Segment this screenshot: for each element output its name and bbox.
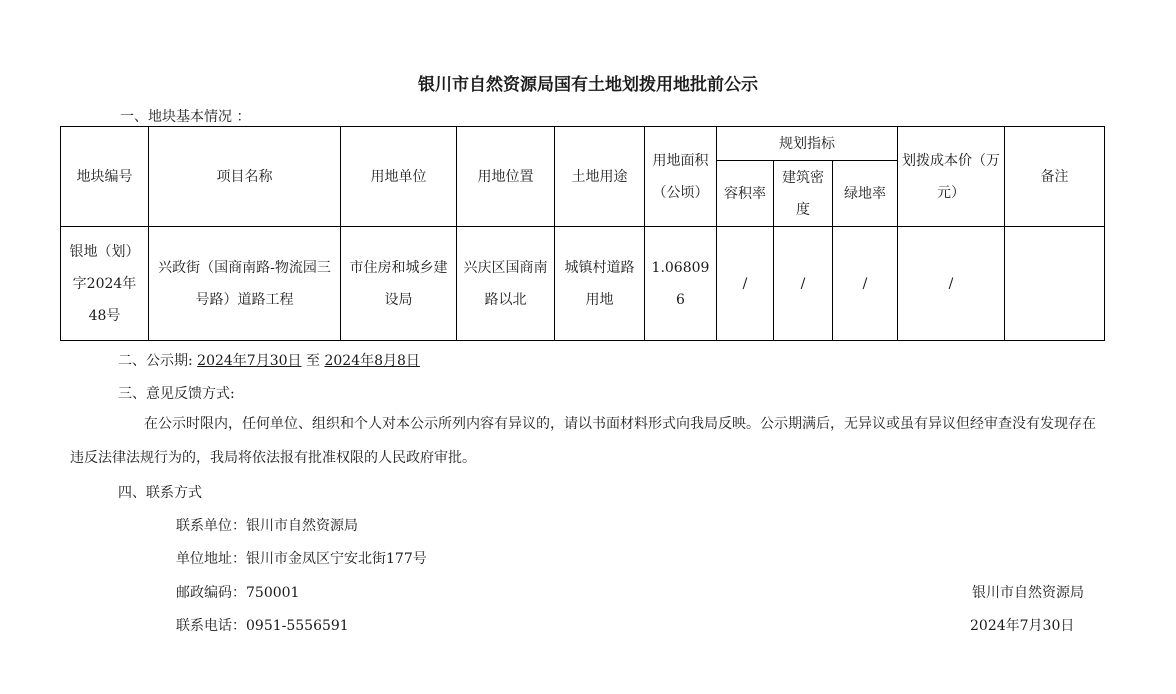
section-1-heading: 一、地块基本情况 ： [120,109,251,125]
contact-phone: 联系电话：0951-5556591 [176,618,349,634]
end-date: 2024年8月8日 [324,353,420,369]
table-row [61,227,1105,341]
land-plot-table [60,126,1105,341]
date-separator: 至 [305,353,320,369]
header-cost: 划拨成本价（万元） [898,127,1005,227]
header-building-density: 建筑密度 [774,161,833,227]
contact-postcode: 邮政编码：750001 [176,585,300,601]
contact-unit: 联系单位：银川市自然资源局 [176,518,358,534]
header-area: 用地面积（公顷） [645,127,717,227]
header-green-ratio: 绿地率 [833,161,898,227]
cell-location: 兴庆区国商南路以北 [457,227,555,341]
section-4-heading: 四、联系方式 [118,485,202,501]
cell-project-name: 兴政街（国商南路-物流园三号路）道路工程 [149,227,341,341]
header-project-name: 项目名称 [149,127,341,227]
section-2-heading: 二、公示期: [118,353,193,369]
cell-note [1005,227,1105,341]
page-title: 银川市自然资源局国有土地划拨用地批前公示 [418,75,758,95]
cell-building-density: / [774,227,833,341]
signature-date: 2024年7月30日 [970,618,1075,634]
cell-green-ratio: / [833,227,898,341]
feedback-paragraph: 在公示时限内，任何单位、组织和个人对本公示所列内容有异议的，请以书面材料形式向我局反映。公示期满后，无异议或虽有异议但经审查没有发现存在违反法律法规行为的，我局将依法报有批准权限的人民政府审批。 [70,416,1096,466]
cell-land-user: 市住房和城乡建设局 [341,227,457,341]
cell-land-use: 城镇村道路用地 [555,227,645,341]
start-date: 2024年7月30日 [197,353,302,369]
header-plot-id: 地块编号 [61,127,149,227]
publicity-period [118,350,420,370]
cell-far: / [717,227,774,341]
header-land-use: 土地用途 [555,127,645,227]
signature-org: 银川市自然资源局 [972,585,1084,601]
header-location: 用地位置 [457,127,555,227]
header-land-user: 用地单位 [341,127,457,227]
cell-cost: / [898,227,1005,341]
section-3-heading: 三、意见反馈方式: [118,386,235,402]
cell-plot-id: 银地（划）字2024年48号 [61,227,149,341]
header-planning-indicators: 规划指标 [717,127,898,161]
cell-area: 1.068096 [645,227,717,341]
header-note: 备注 [1005,127,1105,227]
contact-address: 单位地址：银川市金凤区宁安北街177号 [176,551,427,567]
header-far: 容积率 [717,161,774,227]
